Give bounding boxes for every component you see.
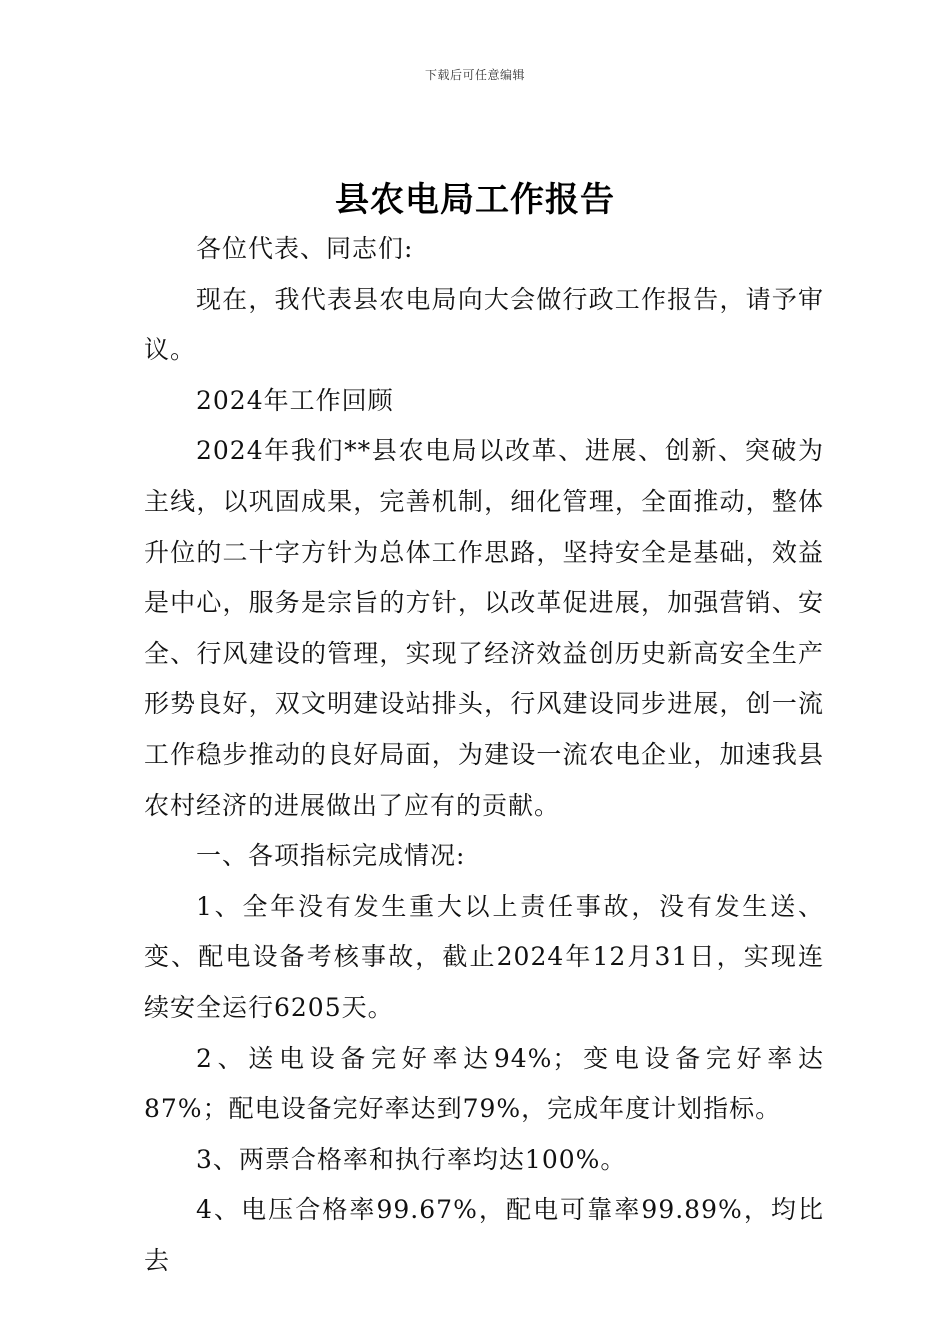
list-item: 3、两票合格率和执行率均达100%。	[196, 1144, 627, 1174]
review-paragraph: 2024年我们**县农电局以改革、进展、创新、突破为主线，以巩固成果，完善机制，细化管理，全面推动，整体升位的二十字方针为总体工作思路，坚持安全是基础，效益是中心，服务是宗旨的方针，以改革促进展，加强营销、安全、行风建设的管理，实现了经济效益创历史新高安全生产形势良好，双文明建设站排头，行风建设同步进展，创一流工作稳步推动的良好局面，为建设一流农电企业，加速我县农村经济的进展做出了应有的贡献。	[144, 436, 824, 820]
intro-paragraph: 现在，我代表县农电局向大会做行政工作报告，请予审议。	[144, 284, 824, 365]
subsection-heading: 一、各项指标完成情况:	[196, 841, 466, 871]
document-body	[144, 224, 824, 1286]
list-item: 1、全年没有发生重大以上责任事故，没有发生送、变、配电设备考核事故，截止2024年12月31日，实现连续安全运行6205天。	[144, 891, 824, 1022]
salutation: 各位代表、同志们:	[196, 234, 414, 263]
document-title: 县农电局工作报告	[335, 180, 615, 220]
list-item: 4、电压合格率99.67%，配电可靠率99.89%，均比去	[144, 1195, 824, 1275]
header-note: 下载后可任意编辑	[424, 68, 525, 82]
section-heading: 2024年工作回顾	[196, 385, 394, 415]
list-item: 2、送电设备完好率达94%；变电设备完好率达87%；配电设备完好率达到79%，完成年度计划指标。	[144, 1043, 824, 1124]
